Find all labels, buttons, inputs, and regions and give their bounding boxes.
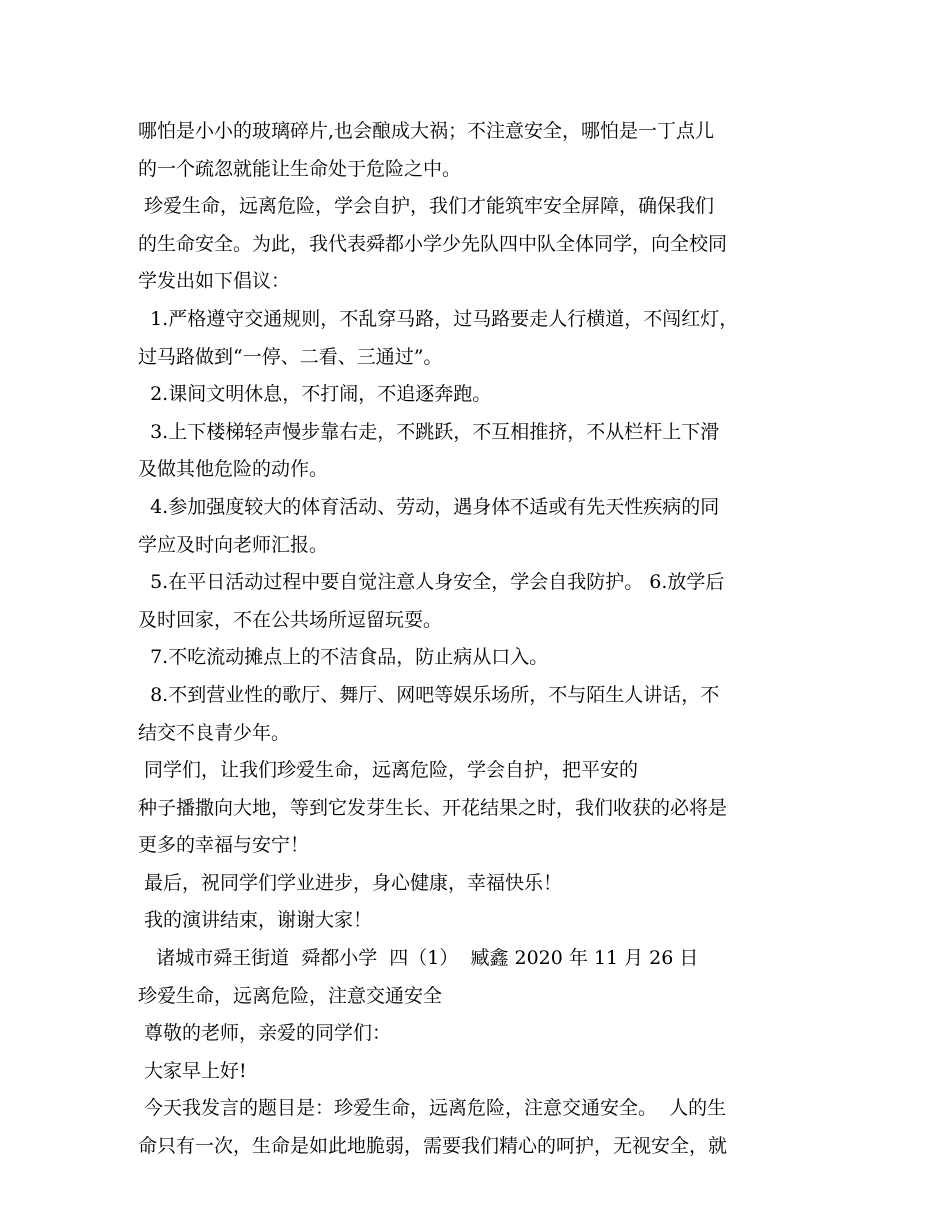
text-line: 我的演讲结束，谢谢大家！ — [138, 909, 373, 932]
text-line: 同学们，让我们珍爱生命，远离危险，学会自护，把平安的 — [138, 759, 639, 782]
document-body — [138, 113, 828, 1166]
text-line: 尊敬的老师，亲爱的同学们： — [138, 1022, 392, 1045]
text-line: 大家早上好! — [138, 1059, 247, 1082]
text-line: 过马路做到“一停、二看、三通过”。 — [138, 345, 443, 368]
text-line: 更多的幸福与安宁！ — [138, 834, 310, 857]
text-line: 1.严格遵守交通规则，不乱穿马路，过马路要走人行横道，不闯红灯， — [138, 307, 739, 330]
text-line: 哪怕是小小的玻璃碎片,也会酿成大祸；不注意安全，哪怕是一丁点儿 — [138, 120, 715, 142]
signature-line: 诸城市舜王街道 舜都小学 四（1） 臧鑫 2020 年 11 月 26 日 — [138, 947, 699, 970]
text-line: 2.课间文明休息，不打闹，不追逐奔跑。 — [138, 383, 492, 406]
section-title: 珍爱生命，远离危险，注意交通安全 — [138, 984, 443, 1007]
text-line: 种子播撒向大地，等到它发芽生长、开花结果之时，我们收获的必将是 — [138, 796, 728, 819]
text-line: 珍爱生命，远离危险，学会自护，我们才能筑牢安全屏障，确保我们 — [138, 195, 715, 218]
text-line: 5.在平日活动过程中要自觉注意人身安全，学会自我防护。 6.放学后 — [138, 571, 725, 594]
text-line: 4.参加强度较大的体育活动、劳动，遇身体不适或有先天性疾病的同 — [138, 495, 720, 518]
text-line: 8.不到营业性的歌厅、舞厅、网吧等娱乐场所，不与陌生人讲话，不 — [138, 683, 720, 706]
text-line: 及做其他危险的动作。 — [138, 458, 329, 481]
text-line: 今天我发言的题目是：珍爱生命，远离危险，注意交通安全。 人的生 — [138, 1097, 727, 1120]
text-line: 7.不吃流动摊点上的不洁食品，防止病从口入。 — [138, 646, 549, 669]
text-line: 3.上下楼梯轻声慢步靠右走，不跳跃，不互相推挤，不从栏杆上下滑 — [138, 420, 720, 443]
text-line: 命只有一次，生命是如此地脆弱，需要我们精心的呵护，无视安全，就 — [138, 1135, 728, 1158]
text-line: 学发出如下倡议： — [138, 270, 291, 293]
text-line: 及时回家，不在公共场所逗留玩耍。 — [138, 608, 443, 631]
text-line: 的生命安全。为此，我代表舜都小学少先队四中队全体同学，向全校同 — [138, 232, 728, 255]
text-line: 最后，祝同学们学业进步，身心健康，幸福快乐！ — [138, 871, 563, 894]
text-line: 学应及时向老师汇报。 — [138, 533, 329, 556]
text-line: 结交不良青少年。 — [138, 721, 291, 744]
text-line: 的一个疏忽就能让生命处于危险之中。 — [138, 157, 462, 180]
